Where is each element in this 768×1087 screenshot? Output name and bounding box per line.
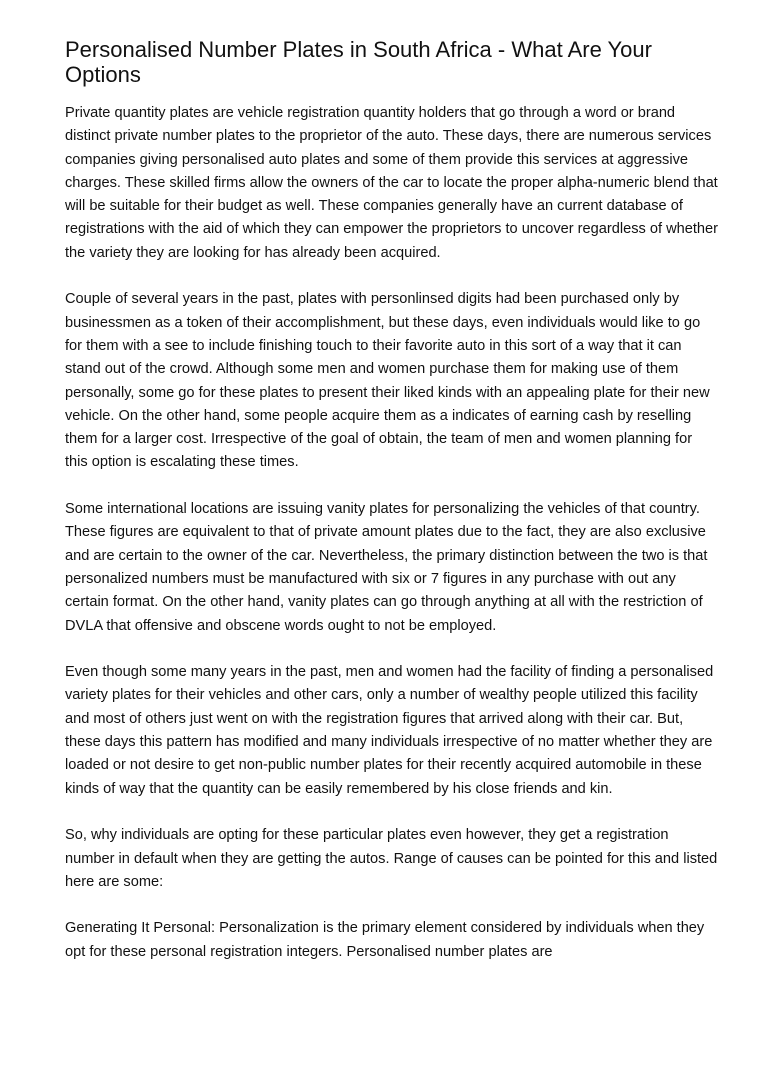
paragraph-2: Couple of several years in the past, plates with personlinsed digits had been purchased only by businessmen as a token of their accomplishment, but these days, even individuals would like to go for them with a see to include finishing touch to their favorite auto in this sort of a way that it can stand out of the crowd. Although some men and women purchase them for making use of them personally, some go for these plates to present their liked kinds with an appealing plate for their new vehicle. On the other hand, some people acquire them as a indicates of earning cash by reselling them for a larger cost. Irrespective of the goal of obtain, the team of men and women planning for this option is escalating these times. [65,291,710,471]
paragraph-1: Private quantity plates are vehicle registration quantity holders that go through a word or brand distinct private number plates to the proprietor of the auto. These days, there are numerous services companies giving personalised auto plates and some of them provide this services at aggressive charges. These skilled firms allow the owners of the car to locate the proper alpha-numeric blend that will be suitable for their budget as well. These companies generally have an current database of registrations with the aid of which they can empower the proprietors to uncover regardless of whether the variety they are looking for has already been acquired. [65,105,718,261]
paragraph-5: So, why individuals are opting for these particular plates even however, they get a registration number in default when they are getting the autos. Range of causes can be pointed for this and listed here are some: [65,827,718,890]
paragraph-6: Generating It Personal: Personalization is the primary element considered by individuals when they opt for these personal registration integers. Personalised number plates are [65,920,705,960]
paragraph-3: Some international locations are issuing vanity plates for personalizing the vehicles of that country. These figures are equivalent to that of private amount plates due to the fact, they are also exclusive and are certain to the owner of the car. Nevertheless, the primary distinction between the two is that personalized numbers must be manufactured with six or 7 figures in any purchase with out any certain format. On the other hand, vanity plates can go through anything at all with the restriction of DVLA that offensive and obscene words ought to not be employed. [65,501,708,634]
page-title: Personalised Number Plates in South Africa - What Are Your Options [65,37,652,87]
paragraph-4: Even though some many years in the past, men and women had the facility of finding a personalised variety plates for their vehicles and other cars, only a number of wealthy people utilized this facility and most of others just went on with the registration figures that arrived along with their car. But, these days this pattern has modified and many individuals irrespective of no matter whether they are loaded or not desire to get non-public number plates for their recently acquired automobile in these kinds of way that the quantity can be easily remembered by his close friends and kin. [65,664,714,797]
